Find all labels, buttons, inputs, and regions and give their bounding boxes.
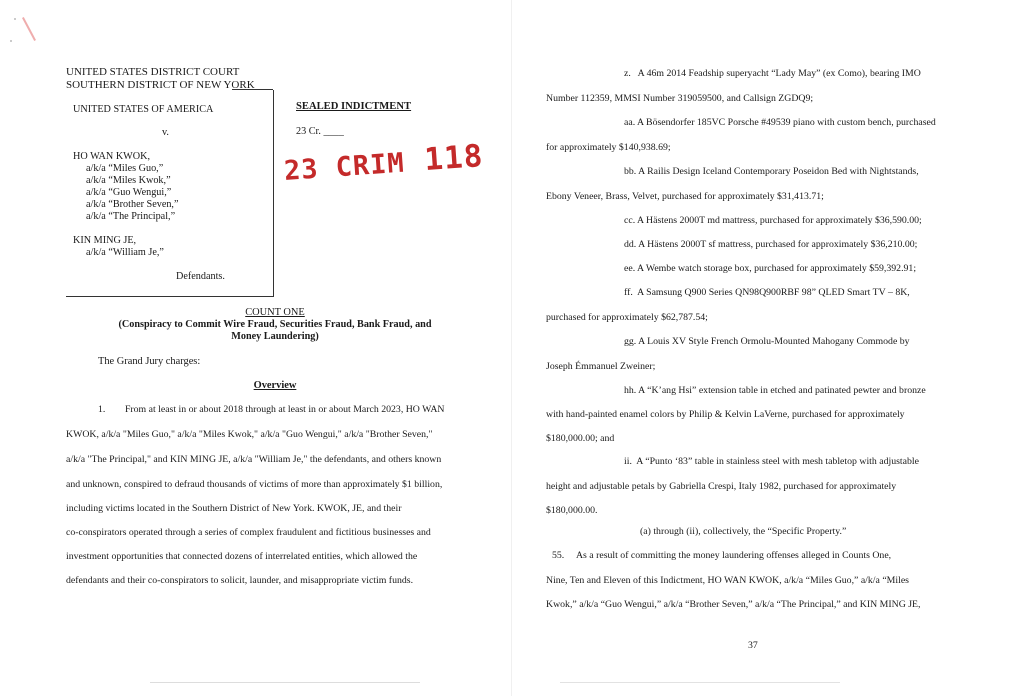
count-subtitle: Money Laundering) <box>231 331 319 342</box>
property-item-line: $180,000.00. <box>546 505 598 516</box>
property-item-line: cc. A Hästens 2000T md mattress, purchased for approximately $36,590.00; <box>624 215 922 226</box>
document-type: SEALED INDICTMENT <box>296 101 412 112</box>
defendant-name: KIN MING JE, <box>73 235 137 246</box>
property-item-line: ee. A Wembe watch storage box, purchased for approximately $59,392.91; <box>624 263 917 274</box>
property-item-line: ff. A Samsung Q900 Series QN98Q900RBF 98” QLED Smart TV – 8K, <box>624 287 910 298</box>
margin-mark <box>22 17 36 41</box>
court-name-line: UNITED STATES DISTRICT COURT <box>66 66 240 78</box>
paragraph-line: KWOK, a/k/a "Miles Guo," a/k/a "Miles Kwok," a/k/a "Guo Wengui," a/k/a "Brother Seven," <box>66 429 433 440</box>
count-heading: COUNT ONE <box>245 307 305 318</box>
property-item-line: aa. A Bösendorfer 185VC Porsche #49539 piano with custom bench, purchased <box>624 117 936 128</box>
defendant-name: HO WAN KWOK, <box>73 151 151 162</box>
property-item-line: Number 112359, MMSI Number 319059500, and Callsign ZGDQ9; <box>546 93 814 104</box>
defendant-alias: a/k/a “The Principal,” <box>86 211 176 222</box>
property-item-line: gg. A Louis XV Style French Ormolu-Mounted Mahogany Commode by <box>624 336 910 347</box>
property-item-line: for approximately $140,938.69; <box>546 142 671 153</box>
stamp-prefix: 23 CRIM <box>283 147 406 187</box>
count-subtitle: (Conspiracy to Commit Wire Fraud, Securities Fraud, Bank Fraud, and <box>118 319 432 330</box>
paragraph-line: co-conspirators operated through a series of complex fraudulent and fictitious businesses and <box>66 527 431 538</box>
paragraph-line: Kwok,” a/k/a “Guo Wengui,” a/k/a “Brother Seven,” a/k/a “The Principal,” and KIN MING JE, <box>546 599 921 610</box>
property-item-line: hh. A “K’ang Hsi” extension table in etched and patinated pewter and bronze <box>624 385 926 396</box>
case-number-stamp <box>283 138 485 188</box>
defendant-alias: a/k/a “William Je,” <box>86 247 164 258</box>
paragraph-line: defendants and their co-conspirators to solicit, launder, and misappropriate victim funds. <box>66 575 414 586</box>
stamp-number: 118 <box>423 138 485 179</box>
property-item-line: Joseph Émmanuel Zweiner; <box>546 361 656 372</box>
page-edge-mark <box>150 682 420 683</box>
property-item-line: $180,000.00; and <box>546 433 615 444</box>
defendant-alias: a/k/a “Miles Kwok,” <box>86 175 171 186</box>
property-item-line: bb. A Railis Design Iceland Contemporary Poseidon Bed with Nightstands, <box>624 166 919 177</box>
case-number: 23 Cr. ____ <box>296 126 344 137</box>
court-district-line: SOUTHERN DISTRICT OF NEW YORK <box>66 79 255 91</box>
defendants-label: Defendants. <box>176 271 225 282</box>
property-item-line: Ebony Veneer, Brass, Velvet, purchased for approximately $31,413.71; <box>546 191 824 202</box>
defendant-alias: a/k/a “Miles Guo,” <box>86 163 164 174</box>
property-item-line: z. A 46m 2014 Feadship superyacht “Lady May” (ex Como), bearing IMO <box>624 68 921 79</box>
right-page <box>512 0 1024 696</box>
paragraph-line: 55. As a result of committing the money laundering offenses alleged in Counts One, <box>552 550 892 561</box>
property-item-line: with hand-painted enamel colors by Philip & Kelvin LaVerne, purchased for approximately <box>546 409 905 420</box>
property-item-line: ii. A “Punto ‘83” table in stainless steel with mesh tabletop with adjustable <box>624 456 919 467</box>
overview-heading: Overview <box>253 380 297 391</box>
speck <box>10 40 12 42</box>
charges-intro: The Grand Jury charges: <box>98 356 201 367</box>
page-number: 37 <box>748 640 758 651</box>
property-item-line: purchased for approximately $62,787.54; <box>546 312 708 323</box>
speck <box>14 18 16 20</box>
paragraph-line: Nine, Ten and Eleven of this Indictment, HO WAN KWOK, a/k/a “Miles Guo,” a/k/a “Miles <box>546 575 909 586</box>
plaintiff-name: UNITED STATES OF AMERICA <box>73 104 214 115</box>
paragraph-line: 1. From at least in or about 2018 through at least in or about March 2023, HO WAN <box>98 404 445 415</box>
paragraph-line: including victims located in the Southern District of New York. KWOK, JE, and their <box>66 503 402 514</box>
page-edge-mark <box>560 682 840 683</box>
paragraph-line: and unknown, conspired to defraud thousands of victims of more than approximately $1 billion, <box>66 479 443 490</box>
property-item-line: dd. A Hästens 2000T sf mattress, purchased for approximately $36,210.00; <box>624 239 918 250</box>
versus-label: v. <box>162 127 169 138</box>
collective-definition: (a) through (ii), collectively, the “Specific Property.” <box>640 526 847 537</box>
paragraph-line: investment opportunities that connected dozens of interrelated entities, which allowed the <box>66 551 418 562</box>
defendant-alias: a/k/a “Guo Wengui,” <box>86 187 172 198</box>
defendant-alias: a/k/a “Brother Seven,” <box>86 199 179 210</box>
property-item-line: height and adjustable petals by Gabriella Crespi, Italy 1982, purchased for approximately <box>546 481 897 492</box>
paragraph-line: a/k/a "The Principal," and KIN MING JE, a/k/a "William Je," the defendants, and others known <box>66 454 442 465</box>
